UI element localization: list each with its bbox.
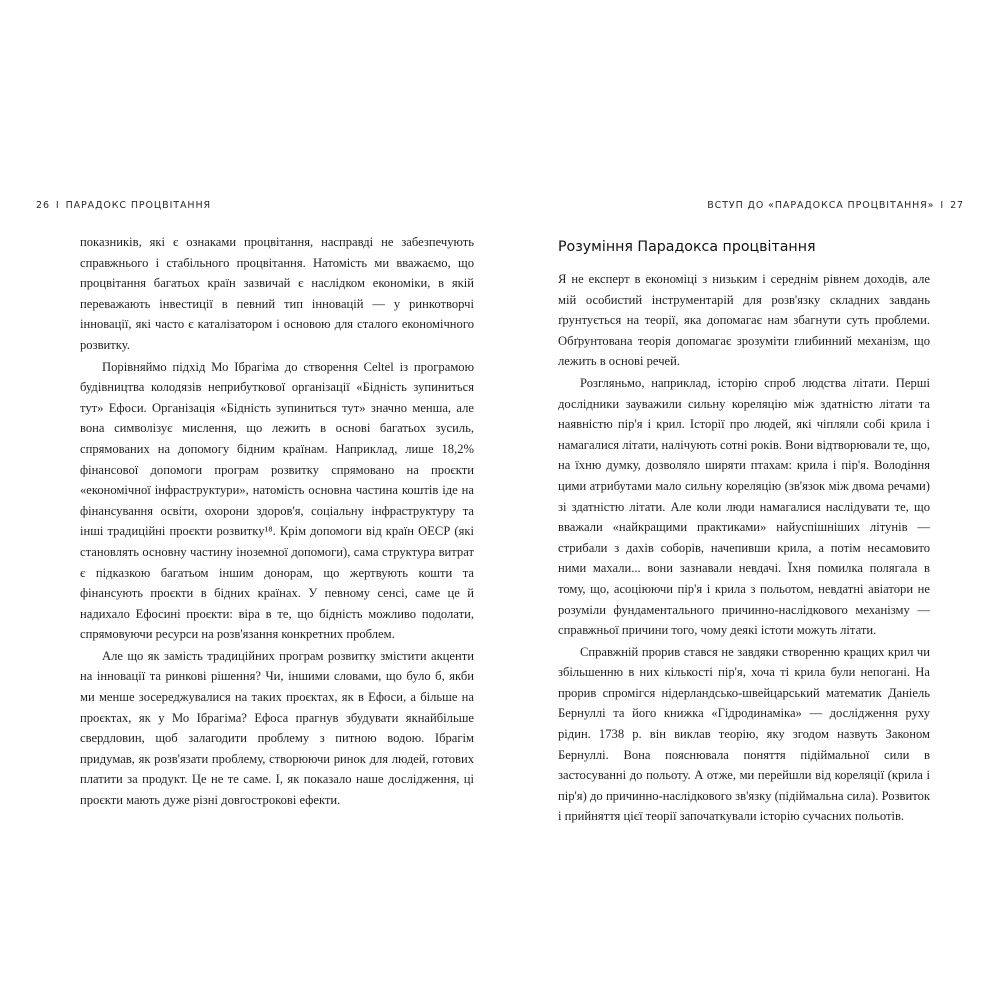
- paragraph: Я не експерт в економіці з низьким і середнім рівнем доходів, але мій особистий інструментарій для розв'язку складних завдань ґрунтується на теорії, яка допомагає нам збагнути суть проблеми. Обґрунтована теорія допомагає зрозуміти глибинний механізм, що лежить в основі речей.: [558, 272, 930, 369]
- body-text-right: [558, 232, 930, 827]
- left-page: [36, 0, 474, 1000]
- paragraph: показників, які є ознаками процвітання, насправді не забезпечують справжнього і стабільного процвітання. Натомість ми вважаємо, що процвітання багатьох країн зазвичай є наслідком економіки, в якій переважають інвестиції в певний тип інновацій — у ринкотворчі інновації, які часто є каталізатором і основою для сталого економічного розвитку.: [80, 235, 474, 352]
- right-page: [528, 0, 966, 1000]
- section-title: Розуміння Парадокса процвітання: [558, 239, 816, 255]
- paragraph: Розгляньмо, наприклад, історію спроб людства літати. Перші дослідники зауважили сильну кореляцію між здатністю літати та наявністю пір'я і крил. Історії про людей, які чіпляли собі крила і намагалися літати, налічують сотні років. Вони відтворювали те, що, на їхню думку, дозволяло ширяти птахам: крила і пір'я. Володіння цими атрибутами мало сильну кореляцію (зв'язок між двома речами) зі здатністю літати. Але коли люди намагалися наслідувати те, що вважали «найкращими практиками» найуспішніших літунів — стрибали з дахів соборів, начепивши крила, а потім несамовито ними махали... вони зазнавали невдачі. Їхня помилка полягала в тому, що, асоціюючи пір'я і крила з польотом, невдатні авіатори не розуміли фундаментального причинно-наслідкового механізму — справжньої причини того, чому деякі істоти можуть літати.: [558, 375, 930, 638]
- page-number: 26: [36, 200, 50, 211]
- paragraph: Справжній прорив стався не завдяки створенню кращих крил чи збільшенню в них кількості пір'я, хоча ті крила були непогані. На прорив спромігся нідерландсько-швейцарський математик Даніель Бернуллі та його книжка «Гідродинаміка» — дослідження руху рідин. 1738 р. він виклав теорію, яку згодом назвуть Законом Бернуллі. Вона пояснювала поняття підіймальної сили в застосуванні до польоту. А отже, ми перейшли від кореляції (крила і пір'я) до причинно-наслідкового зв'язку (підіймальна сила). Розвиток і прийняття цієї теорії започаткували історію сучасних польотів.: [558, 644, 930, 824]
- header-title: ВСТУП ДО «ПАРАДОКСА ПРОЦВІТАННЯ»: [707, 200, 935, 211]
- running-head-left: [36, 200, 474, 211]
- header-separator: I: [940, 200, 945, 211]
- page-number: 27: [950, 200, 964, 211]
- header-separator: I: [55, 200, 60, 211]
- paragraph: Але що як замість традиційних програм розвитку змістити акценти на інновації та ринкові рішення? Чи, іншими словами, що було б, якби ми менше зосереджувалися на таких проєктах, як в Ефоси, а більше на проєктах, як у Мо Ібрагіма? Ефоса прагнув збудувати якнайбільше свердловин, щоб залагодити проблему з питною водою. Ібрагім придумав, як розв'язати проблему, створюючи ринок для людей, готових платити за продукт. Це не те саме. І, як показало наше дослідження, ці проєкти мають дуже різні довгострокові ефекти.: [80, 648, 474, 808]
- paragraph: Порівняймо підхід Мо Ібрагіма до створення Celtel із програмою будівництва колодязів неприбуткової організації «Бідність зупиниться тут» Ефоси. Організація «Бідність зупиниться тут» значно менша, але вона символізує мислення, що лежить в основі багатьох зусиль, спрямованих на допомогу бідним країнам. Наприклад, лише 18,2% фінансової допомоги програм розвитку спрямовано на проєкти «економічної інфраструктури», натомість основна частина коштів іде на фінансування освіти, охорони здоров'я, соціальну інфраструктуру та інші традиційні проєкти розвитку¹⁸. Крім допомоги від країн ОЕСР (які становлять основну частину іноземної допомоги), сама структура витрат є підказкою багатьом іншим донорам, що жертвують кошти та фінансують проєкти в бідних країнах. У певному сенсі, саме це й надихало Ефосині проєкти: віра в те, що бідність можливо подолати, спрямовуючи ресурси на розв'язання конкретних проблем.: [80, 359, 474, 642]
- body-text-left: [80, 232, 474, 811]
- running-head-right: [528, 200, 966, 211]
- header-title: ПАРАДОКС ПРОЦВІТАННЯ: [65, 200, 211, 211]
